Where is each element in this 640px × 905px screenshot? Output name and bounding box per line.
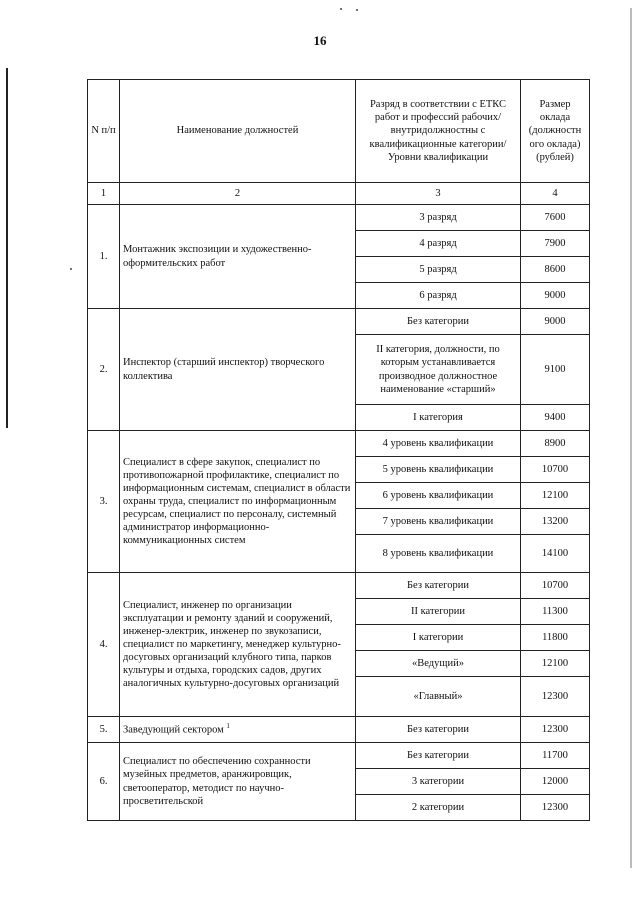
salary-cell: 11300 — [521, 599, 590, 625]
salary-cell: 8900 — [521, 431, 590, 457]
salary-cell: 12300 — [521, 717, 590, 743]
salary-cell: 13200 — [521, 509, 590, 535]
rank-cell: 8 уровень квалификации — [356, 535, 521, 573]
column-number: 2 — [120, 183, 356, 205]
row-number: 2. — [88, 309, 120, 431]
rank-cell: 7 уровень квалификации — [356, 509, 521, 535]
salary-cell: 7900 — [521, 231, 590, 257]
rank-cell: 3 разряд — [356, 205, 521, 231]
position-name: Монтажник экспозиции и художественно-оформительских работ — [120, 205, 356, 309]
salary-cell: 9400 — [521, 405, 590, 431]
salary-cell: 9000 — [521, 309, 590, 335]
row-number: 1. — [88, 205, 120, 309]
rank-cell: «Ведущий» — [356, 651, 521, 677]
column-number: 3 — [356, 183, 521, 205]
salary-cell: 12300 — [521, 677, 590, 717]
header-rank: Разряд в соответствии с ЕТКС работ и профессий рабочих/внутридолжностны с квалификационные категории/Уровни квалификации — [356, 80, 521, 183]
rank-cell: I категория — [356, 405, 521, 431]
rank-cell: 6 разряд — [356, 283, 521, 309]
rank-cell: 4 уровень квалификации — [356, 431, 521, 457]
rank-cell: 2 категории — [356, 795, 521, 821]
row-number: 4. — [88, 573, 120, 717]
salary-cell: 8600 — [521, 257, 590, 283]
table-row — [88, 205, 590, 231]
row-number: 3. — [88, 431, 120, 573]
header-num: N п/п — [88, 80, 120, 183]
salary-cell: 7600 — [521, 205, 590, 231]
rank-cell: II категории — [356, 599, 521, 625]
column-number: 4 — [521, 183, 590, 205]
salary-cell: 9100 — [521, 335, 590, 405]
scan-edge-right — [630, 8, 632, 868]
salary-cell: 11800 — [521, 625, 590, 651]
salary-table — [87, 79, 590, 821]
column-number: 1 — [88, 183, 120, 205]
scan-speck — [356, 9, 358, 11]
salary-cell: 12300 — [521, 795, 590, 821]
position-name-cell — [120, 717, 356, 743]
row-number: 6. — [88, 743, 120, 821]
footnote-marker: 1 — [226, 722, 230, 731]
rank-cell: 4 разряд — [356, 231, 521, 257]
salary-cell: 12100 — [521, 651, 590, 677]
table-row — [88, 431, 590, 457]
position-name: Инспектор (старший инспектор) творческого коллектива — [120, 309, 356, 431]
rank-cell: II категория, должности, по которым устанавливается производное должностное наименование «старший» — [356, 335, 521, 405]
position-name: Специалист по обеспечению сохранности музейных предметов, аранжировщик, светооператор, методист по научно-просветительской — [120, 743, 356, 821]
header-salary: Размер оклада (должностн ого оклада) (рублей) — [521, 80, 590, 183]
salary-cell: 12000 — [521, 769, 590, 795]
rank-cell: 5 уровень квалификации — [356, 457, 521, 483]
salary-cell: 10700 — [521, 573, 590, 599]
header-name: Наименование должностей — [120, 80, 356, 183]
rank-cell: Без категории — [356, 717, 521, 743]
table-header-row — [88, 80, 590, 183]
salary-cell: 12100 — [521, 483, 590, 509]
rank-cell: Без категории — [356, 309, 521, 335]
salary-cell: 11700 — [521, 743, 590, 769]
scan-speck — [340, 8, 342, 10]
scan-speck — [70, 268, 72, 270]
rank-cell: Без категории — [356, 573, 521, 599]
rank-cell: Без категории — [356, 743, 521, 769]
scan-edge-left — [6, 68, 8, 428]
row-number: 5. — [88, 717, 120, 743]
position-name: Заведующий сектором — [123, 724, 224, 736]
position-name: Специалист, инженер по организации эксплуатации и ремонту зданий и сооружений, инженер-электрик, инженер по звукозаписи, специалист по маркетингу, менеджер культурно-досуговых организаций клубного типа, парков культуры и отдыха, городских садов, других аналогичных культурно-досуговых организаций — [120, 573, 356, 717]
rank-cell: 5 разряд — [356, 257, 521, 283]
salary-cell: 10700 — [521, 457, 590, 483]
table-row — [88, 717, 590, 743]
rank-cell: 3 категории — [356, 769, 521, 795]
salary-cell: 9000 — [521, 283, 590, 309]
table-row — [88, 573, 590, 599]
table-row — [88, 743, 590, 769]
column-number-row — [88, 183, 590, 205]
rank-cell: «Главный» — [356, 677, 521, 717]
salary-cell: 14100 — [521, 535, 590, 573]
rank-cell: 6 уровень квалификации — [356, 483, 521, 509]
position-name: Специалист в сфере закупок, специалист по противопожарной профилактике, специалист по информационным системам, специалист в области охраны труда, специалист по информационным ресурсам, специалист по персоналу, системный администратор информационно-коммуникационных систем — [120, 431, 356, 573]
page-number: 16 — [313, 33, 327, 48]
rank-cell: I категории — [356, 625, 521, 651]
table-row — [88, 309, 590, 335]
